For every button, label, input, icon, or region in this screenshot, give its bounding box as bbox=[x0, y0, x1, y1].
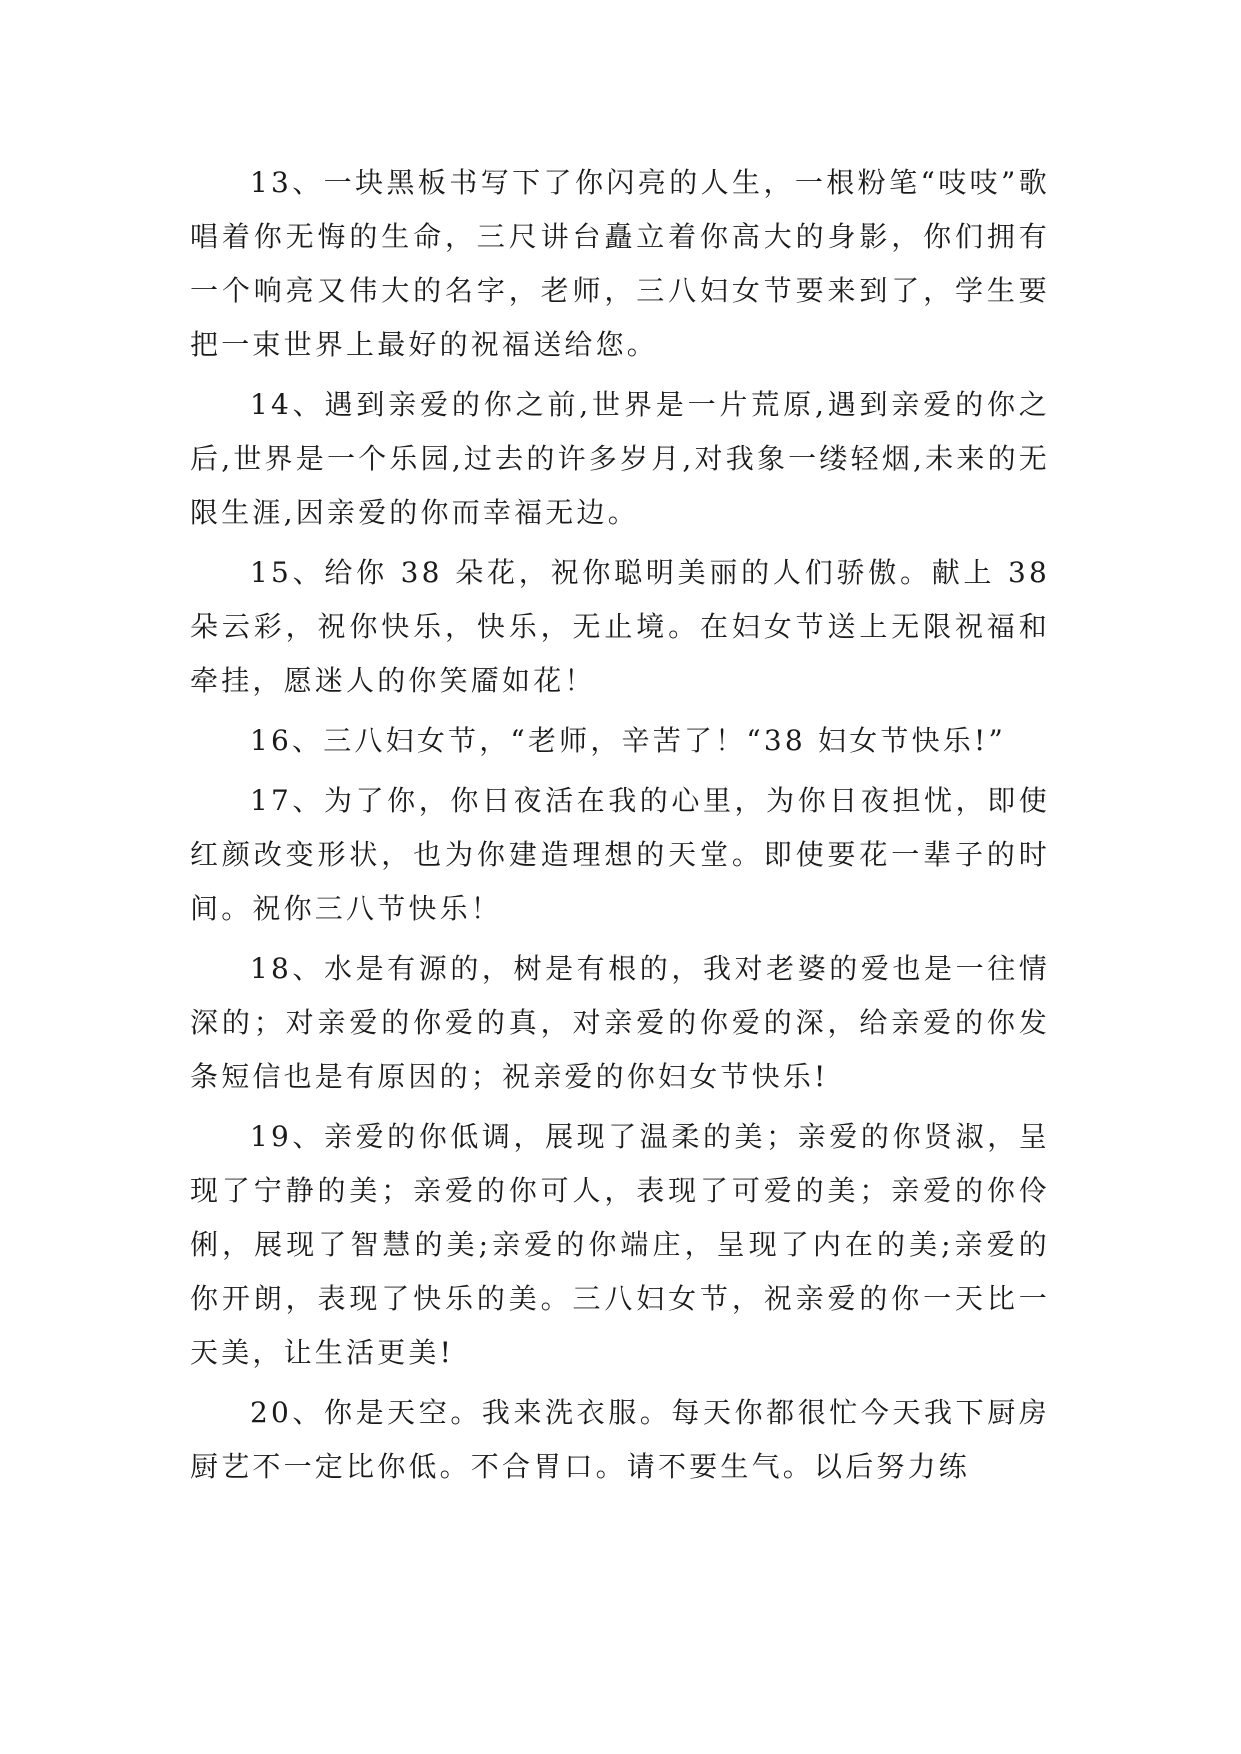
paragraph-13: 13、一块黑板书写下了你闪亮的人生，一根粉笔“吱吱”歌唱着你无悔的生命，三尺讲台矗立着你高大的身影，你们拥有一个响亮又伟大的名字，老师，三八妇女节要来到了，学生要把一束世界上最好的祝福送给您。 bbox=[190, 166, 1050, 361]
paragraph-18: 18、水是有源的，树是有根的，我对老婆的爱也是一往情深的；对亲爱的你爱的真，对亲爱的你爱的深，给亲爱的你发条短信也是有原因的；祝亲爱的你妇女节快乐! bbox=[190, 952, 1050, 1093]
paragraph-16: 16、三八妇女节，“老师，辛苦了！“38 妇女节快乐!” bbox=[250, 724, 1006, 757]
paragraph-17: 17、为了你，你日夜活在我的心里，为你日夜担忧，即使红颜改变形状，也为你建造理想的天堂。即使要花一辈子的时间。祝你三八节快乐！ bbox=[190, 784, 1050, 925]
paragraph-19: 19、亲爱的你低调，展现了温柔的美；亲爱的你贤淑，呈现了宁静的美；亲爱的你可人，表现了可爱的美；亲爱的你伶俐，展现了智慧的美;亲爱的你端庄，呈现了内在的美;亲爱的你开朗，表现了快乐的美。三八妇女节，祝亲爱的你一天比一天美，让生活更美! bbox=[190, 1120, 1050, 1369]
document-page bbox=[190, 156, 1050, 1500]
paragraph-15: 15、给你 38 朵花，祝你聪明美丽的人们骄傲。献上 38 朵云彩，祝你快乐，快乐，无止境。在妇女节送上无限祝福和牵挂，愿迷人的你笑靥如花！ bbox=[190, 556, 1050, 697]
paragraph-20: 20、你是天空。我来洗衣服。每天你都很忙今天我下厨房厨艺不一定比你低。不合胃口。请不要生气。以后努力练 bbox=[190, 1396, 1050, 1483]
paragraph-14: 14、遇到亲爱的你之前,世界是一片荒原,遇到亲爱的你之后,世界是一个乐园,过去的许多岁月,对我象一缕轻烟,未来的无限生涯,因亲爱的你而幸福无边。 bbox=[190, 388, 1050, 529]
